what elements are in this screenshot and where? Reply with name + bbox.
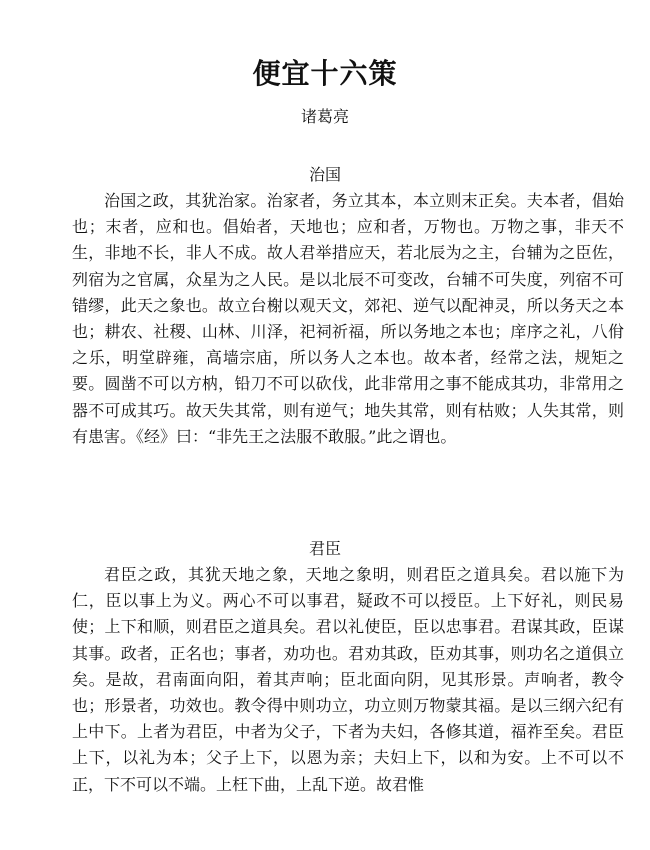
section-body-zhiguo: 治国之政，其犹治家。治家者，务立其本，本立则末正矣。夫本者，倡始也；末者，应和也。倡始者，天地也；应和者，万物也。万物之事，非天不生，非地不长，非人不成。故人君举措应天，若北辰为之主，台辅为之臣佐，列宿为之官属，众星为之人民。是以北辰不可变改，台辅不可失度，列宿不可错缪，此天之象也。故立台榭以观天文，郊祀、逆气以配神灵，所以务天之本也；耕农、社稷、山林、川泽，祀祠祈福，所以务地之本也；庠序之礼，八佾之乐，明堂辟雍，高墙宗庙，所以务人之本也。故本者，经常之法，规矩之要。圆凿不可以方枘，铅刀不可以砍伐，此非常用之事不能成其功，非常用之器不可成其巧。故天失其常，则有逆气；地失其常，则有枯败；人失其常，则有患害。《经》曰：“非先王之法服不敢服。”此之谓也。 xyxy=(72,191,624,446)
section-heading-zhiguo: 治国 xyxy=(308,165,341,184)
section-heading-junchen: 君臣 xyxy=(308,539,341,558)
document-title: 便宜十六策 xyxy=(252,57,398,90)
section-body-junchen: 君臣之政，其犹天地之象，天地之象明，则君臣之道具矣。君以施下为仁，臣以事上为义。两心不可以事君，疑政不可以授臣。上下好礼，则民易使；上下和顺，则君臣之道具矣。君以礼使臣，臣以忠事君。君谋其政，臣谋其事。政者，正名也；事者，劝功也。君劝其政，臣劝其事，则功名之道俱立矣。是故，君南面向阳，着其声响；臣北面向阴，见其形景。声响者，教令也；形景者，功效也。教令得中则功立，功立则万物蒙其福。是以三纲六纪有上中下。上者为君臣，中者为父子，下者为夫妇，各修其道，福祚至矣。君臣上下，以礼为本；父子上下，以恩为亲；夫妇上下，以和为安。上不可以不正，下不可以不端。上枉下曲，上乱下逆。故君惟 xyxy=(72,565,624,794)
document-author: 诸葛亮 xyxy=(300,107,349,126)
